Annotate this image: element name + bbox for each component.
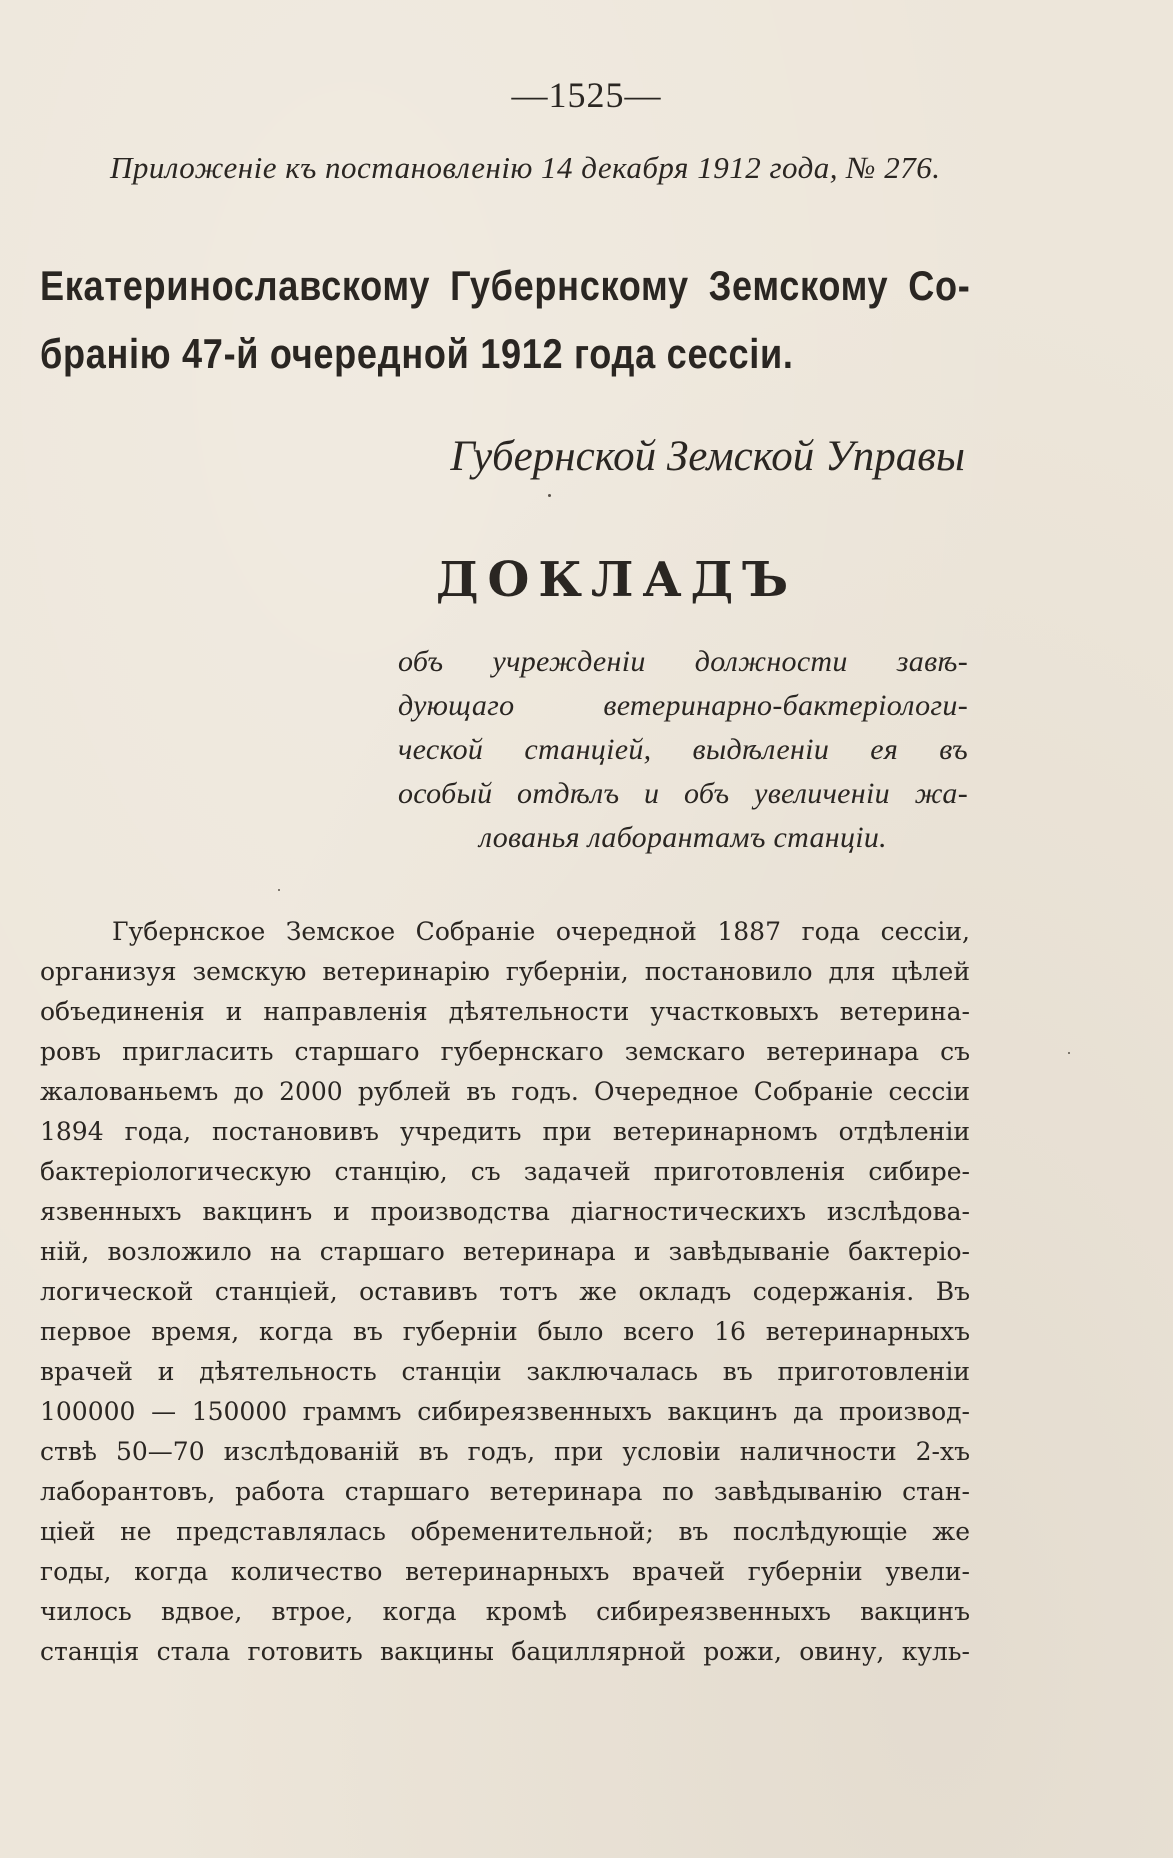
body-line: ствѣ 50—70 изслѣдованій въ годъ, при условіи наличности 2-хъ (40, 1437, 970, 1466)
subject-line: лованья лаборантамъ станціи. (479, 821, 887, 854)
paper-speck (548, 494, 551, 497)
body-text (40, 912, 970, 1672)
board-heading: Губернской Земской Управы (450, 433, 965, 480)
body-line: первое время, когда въ губерніи было всего 16 ветеринарныхъ (40, 1317, 970, 1346)
body-line: 1894 года, постановивъ учредить при ветеринарномъ отдѣленіи (40, 1117, 970, 1146)
body-line: ровъ пригласить старшаго губернскаго земскаго ветеринара съ (40, 1037, 970, 1066)
body-line: лаборантовъ, работа старшаго ветеринара по завѣдыванію стан- (40, 1477, 970, 1506)
page-number: —1525— (511, 75, 662, 115)
body-line: 100000 — 150000 граммъ сибиреязвенныхъ вакцинъ да производ- (40, 1397, 970, 1426)
body-line: бактеріологическую станцію, съ задачей приготовленія сибире- (40, 1157, 970, 1186)
assembly-heading-line: Екатеринославскому Губернскому Земскому Со- (40, 262, 971, 309)
subject-line: объ учрежденіи должности завѣ- (398, 645, 968, 678)
assembly-heading-line: бранію 47-й очередной 1912 года сессіи. (40, 330, 794, 377)
subject-line: дующаго ветеринарно-бактеріологи- (398, 689, 968, 722)
body-line: организуя земскую ветеринарію губерніи, постановило для цѣлей (40, 957, 970, 986)
body-line: объединенія и направленія дѣятельности участковыхъ ветерина- (40, 997, 970, 1026)
body-line: чилось вдвое, втрое, когда кромѣ сибиреязвенныхъ вакцинъ (40, 1597, 970, 1626)
body-line: жалованьемъ до 2000 рублей въ годъ. Очередное Собраніе сессіи (40, 1077, 970, 1106)
body-line: врачей и дѣятельность станціи заключалась въ приготовленіи (40, 1357, 970, 1386)
body-line: Губернское Земское Собраніе очередной 1887 года сессіи, (112, 917, 970, 946)
report-title: ДОКЛАДЪ (435, 552, 798, 608)
report-subject (398, 640, 968, 860)
body-line: логической станціей, оставивъ тотъ же окладъ содержанія. Въ (40, 1277, 970, 1306)
paper-speck (278, 889, 280, 891)
subject-line: особый отдѣлъ и объ увеличеніи жа- (398, 777, 968, 810)
body-line: годы, когда количество ветеринарныхъ врачей губерніи увели- (40, 1557, 970, 1586)
body-line: ціей не представлялась обременительной; въ послѣдующіе же (40, 1517, 970, 1546)
assembly-heading (40, 252, 971, 388)
body-line: станція стала готовить вакцины бациллярной рожи, овину, куль- (40, 1637, 970, 1666)
body-line: язвенныхъ вакцинъ и производства діагностическихъ изслѣдова- (40, 1197, 970, 1226)
body-line: ній, возложило на старшаго ветеринара и завѣдываніе бактеріо- (40, 1237, 970, 1266)
annex-note: Приложеніе къ постановленію 14 декабря 1912 года, № 276. (110, 150, 941, 185)
subject-line: ческой станціей, выдѣленіи ея въ (398, 733, 968, 766)
paper-speck (1068, 1052, 1070, 1054)
